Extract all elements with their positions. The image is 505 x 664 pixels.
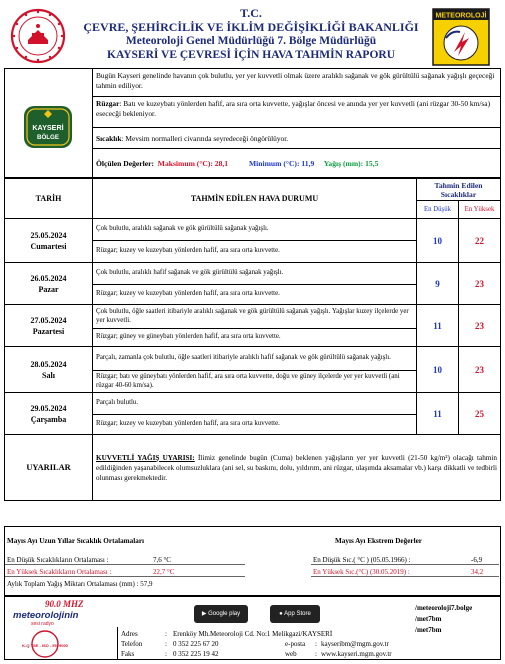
forecast-row-4 [5, 347, 501, 371]
day-text: Pazartesi [32, 326, 65, 336]
report-header [4, 4, 501, 68]
google-play-button[interactable] [194, 605, 248, 623]
region-badge [5, 69, 93, 177]
header-line-tc: T.C. [240, 6, 262, 20]
today-info-box [4, 68, 501, 178]
low-avg-label: En Düşük Sıcaklıkların Ortalaması : [7, 556, 109, 564]
high-avg-value: 22,7 °C [153, 568, 175, 576]
svg-text:sesi radyo: sesi radyo [31, 621, 54, 627]
header-line-report-title: KAYSERİ VE ÇEVRESİ İÇİN HAVA TAHMİN RAPORU [107, 49, 395, 61]
high-avg-label: En Yüksek Sıcaklıkların Ortalaması : [7, 568, 112, 576]
email-value[interactable]: kayseribm@mgm.gov.tr [321, 640, 389, 648]
svg-text:meteorolojinin: meteorolojinin [13, 610, 79, 621]
today-summary: Bugün Kayseri genelinde havanın çok bulutlu, yer yer kuvvetli olmak üzere aralıklı sağanak ve gök gürültülü sağanak yağışlı geçeceği tahmin ediliyor. [93, 69, 500, 97]
fax-colon: : [165, 650, 167, 658]
wind-cell: Rüzgar; kuzey ve kuzeybatı yönlerden hafif, ara sıra orta kuvvette. [93, 285, 417, 305]
wind-cell: Rüzgar; güney ve güneybatı yönlerden hafif, ara sıra orta kuvvette. [93, 329, 417, 347]
temp-text: : Mevsim normalleri civarında seyredeceği öngörülüyor. [121, 134, 289, 143]
measured-rain: Yağış (mm): 15,5 [323, 159, 379, 168]
today-info-body [93, 69, 500, 177]
low-extreme-row [311, 555, 499, 565]
contact-footer [4, 596, 501, 660]
high-extreme-label: En Yüksek Sıc.(°C) (30.05.2019) : [313, 568, 410, 576]
date-text: 29.05.2024 [30, 403, 67, 413]
fax-value: 0 352 225 19 42 [173, 650, 219, 658]
svg-text:BÖLGE: BÖLGE [36, 134, 60, 141]
email-colon: : [315, 640, 317, 648]
wind-cell: Rüzgar; kuzey ve kuzeybatı yönlerden hafif, ara sıra orta kuvvette. [93, 415, 417, 435]
fax-row [121, 649, 451, 659]
max-temp-cell: 23 [459, 305, 501, 347]
google-play-label: Google play [208, 611, 241, 617]
fax-label: Faks [121, 650, 135, 658]
date-cell [5, 305, 93, 347]
address-colon: : [165, 630, 167, 638]
warning-title: KUVVETLİ YAĞIŞ UYARISI: [96, 453, 195, 462]
svg-text:KAYSERİ: KAYSERİ [32, 123, 64, 132]
meteoroloji-logo [432, 8, 490, 66]
day-text: Pazar [38, 284, 59, 294]
forecast-row-3 [5, 305, 501, 329]
instagram-link[interactable]: /met7bm [415, 626, 442, 634]
min-temp-cell: 10 [417, 347, 459, 393]
svg-text:METEOROLOJİ: METEOROLOJİ [435, 12, 487, 20]
phone-colon: : [165, 640, 167, 648]
day-text: Salı [42, 370, 55, 380]
weather-cell: Çok bulutlu, aralıklı hafif sağanak ve gök gürültülü sağanak yağışlı. [93, 263, 417, 285]
temp-label: Sıcaklık [96, 134, 122, 143]
apple-icon: ● [279, 611, 283, 617]
measured-label: Ölçülen Değerler: [96, 159, 154, 168]
climate-box [4, 526, 501, 596]
min-temp-cell: 11 [417, 305, 459, 347]
day-text: Çarşamba [30, 414, 67, 424]
phone-value: 0 352 225 67 20 [173, 640, 219, 648]
address-label: Adres [121, 630, 138, 638]
warnings-header: UYARILAR [5, 435, 93, 501]
min-temp-cell: 10 [417, 219, 459, 263]
web-label: web [285, 650, 297, 658]
min-temp-cell: 11 [417, 393, 459, 435]
web-colon: : [315, 650, 317, 658]
phone-label: Telefon [121, 640, 143, 648]
table-header-row [5, 179, 501, 201]
day-text: Cumartesi [30, 241, 67, 251]
weather-cell: Çok bulutlu, öğle saatleri itibariyle aralıklı sağanak ve gök gürültülü sağanak yağışlı. Yağışlar kuzey ilçelerde yer yer kuvvetli. [93, 305, 417, 329]
footer-divider [117, 627, 118, 659]
weather-cell: Parçalı, zamanla çok bulutlu, öğle saatleri itibariyle aralıklı hafif sağanak ve gök gürültülü sağanak yağışlı. [93, 347, 417, 371]
rain-avg-label: Aylık Toplam Yağış Miktarı Ortalaması (mm) : 57,9 [7, 580, 153, 588]
date-text: 25.05.2024 [30, 230, 67, 240]
header-line-directorate: Meteoroloji Genel Müdürlüğü 7. Bölge Müdürlüğü [125, 35, 377, 47]
today-temperature [93, 128, 500, 149]
phone-row [121, 639, 451, 649]
warning-body: İlimiz genelinde bugün (Cuma) beklenen yağışların yer yer kuvvetli (21-50 kg/m²) olacağı tahmin edildiğinden yaşanabilecek olumsuzluklara (ani sel, su baskını, dolu, yıldırım, ani rüzgar, ulaşımda aksamalar vb.) karşı dikkatli ve tedbirli olunması gerekmektedir. [96, 453, 497, 482]
low-avg-value: 7,6 °C [153, 556, 171, 564]
date-text: 27.05.2024 [30, 315, 67, 325]
min-header: En Düşük [417, 201, 459, 219]
weather-cell: Parçalı bulutlu. [93, 393, 417, 415]
tse-quality-logo [22, 629, 68, 659]
low-avg-row [5, 555, 245, 565]
header-line-ministry: ÇEVRE, ŞEHİRCİLİK VE İKLİM DEĞİŞİKLİĞİ BAKANLIĞI [83, 20, 419, 34]
web-value[interactable]: www.kayseri.mgm.gov.tr [321, 650, 392, 658]
forecast-row-1 [5, 219, 501, 241]
wind-cell: Rüzgar; batı ve güneybatı yönlerden hafif, ara sıra orta kuvvette, doğu ve güney ilçelerde yer yer kuvvetli (ani rüzgar 40-60 km/sa). [93, 371, 417, 393]
date-cell [5, 219, 93, 263]
low-extreme-label: En Düşük Sıc.( °C ) (05.05.1966) : [313, 556, 411, 564]
climate-right-header: Mayıs Ayı Ekstrem Değerler [335, 537, 422, 545]
app-store-label: App Store [284, 611, 311, 617]
max-temp-cell: 23 [459, 347, 501, 393]
rain-avg-row [5, 579, 245, 589]
max-header: En Yüksek [459, 201, 501, 219]
warnings-text [93, 435, 501, 501]
measured-values [93, 149, 500, 175]
max-temp-cell: 23 [459, 263, 501, 305]
today-wind [93, 97, 500, 128]
max-temp-cell: 25 [459, 393, 501, 435]
date-text: 28.05.2024 [30, 359, 67, 369]
high-extreme-row [311, 567, 499, 577]
measured-min: Minimum (°C): 11,9 [249, 159, 315, 168]
forecast-row-2 [5, 263, 501, 285]
min-temp-cell: 9 [417, 263, 459, 305]
app-store-button[interactable] [270, 605, 320, 623]
wind-text: : Batı ve kuzeybatı yönlerden hafif, ara sıra orta kuvvette, yağışlar öncesi ve anında yer yer kuvvetli (ani rüzgar 30-50 km/sa) esececği bekleniyor. [96, 99, 491, 118]
date-header: TARİH [5, 179, 93, 219]
date-cell [5, 347, 93, 393]
forecast-row-5 [5, 393, 501, 415]
low-extreme-value: -6,9 [471, 556, 483, 564]
report-page [4, 4, 501, 660]
date-cell [5, 263, 93, 305]
measured-max: Maksimum (°C): 28,1 [157, 159, 229, 168]
high-avg-row [5, 567, 245, 577]
twitter-link[interactable]: /met7bm [415, 615, 442, 623]
facebook-link[interactable]: /meteoroloji7.bolge [415, 604, 473, 612]
warnings-row [5, 435, 501, 501]
address-block [121, 629, 451, 659]
temps-header: Tahmin Edilen Sıcaklıklar [417, 179, 501, 201]
address-row [121, 629, 451, 639]
email-label: e-posta [285, 640, 306, 648]
wind-cell: Rüzgar; kuzey ve kuzeybatı yönlerden hafif, ara sıra orta kuvvette. [93, 241, 417, 263]
kayseri-badge-icon [21, 102, 75, 152]
header-title-block [74, 6, 428, 62]
date-text: 26.05.2024 [30, 273, 67, 283]
climate-left-header: Mayıs Ayı Uzun Yıllar Sıcaklık Ortalamaları [7, 537, 145, 545]
high-extreme-value: 34,2 [471, 568, 484, 576]
google-play-icon: ▶ [201, 611, 207, 617]
wind-label: Rüzgar [96, 99, 120, 108]
date-cell [5, 393, 93, 435]
forecast-header: TAHMİN EDİLEN HAVA DURUMU [93, 179, 417, 219]
ministry-logo [10, 8, 66, 64]
address-value: Erenköy Mh.Meteoroloji Cd. No:1 Melikgazi/KAYSERİ [173, 630, 333, 638]
radio-frequency: 90.0 MHZ [45, 599, 84, 609]
svg-text:K-Q TSE - ISO - EN 9000: K-Q TSE - ISO - EN 9000 [22, 643, 68, 648]
weather-cell: Çok bulutlu, aralıklı sağanak ve gök gürültülü sağanak yağışlı. [93, 219, 417, 241]
meteorolojinin-sesi-logo [11, 607, 81, 627]
max-temp-cell: 22 [459, 219, 501, 263]
forecast-table [4, 178, 501, 501]
